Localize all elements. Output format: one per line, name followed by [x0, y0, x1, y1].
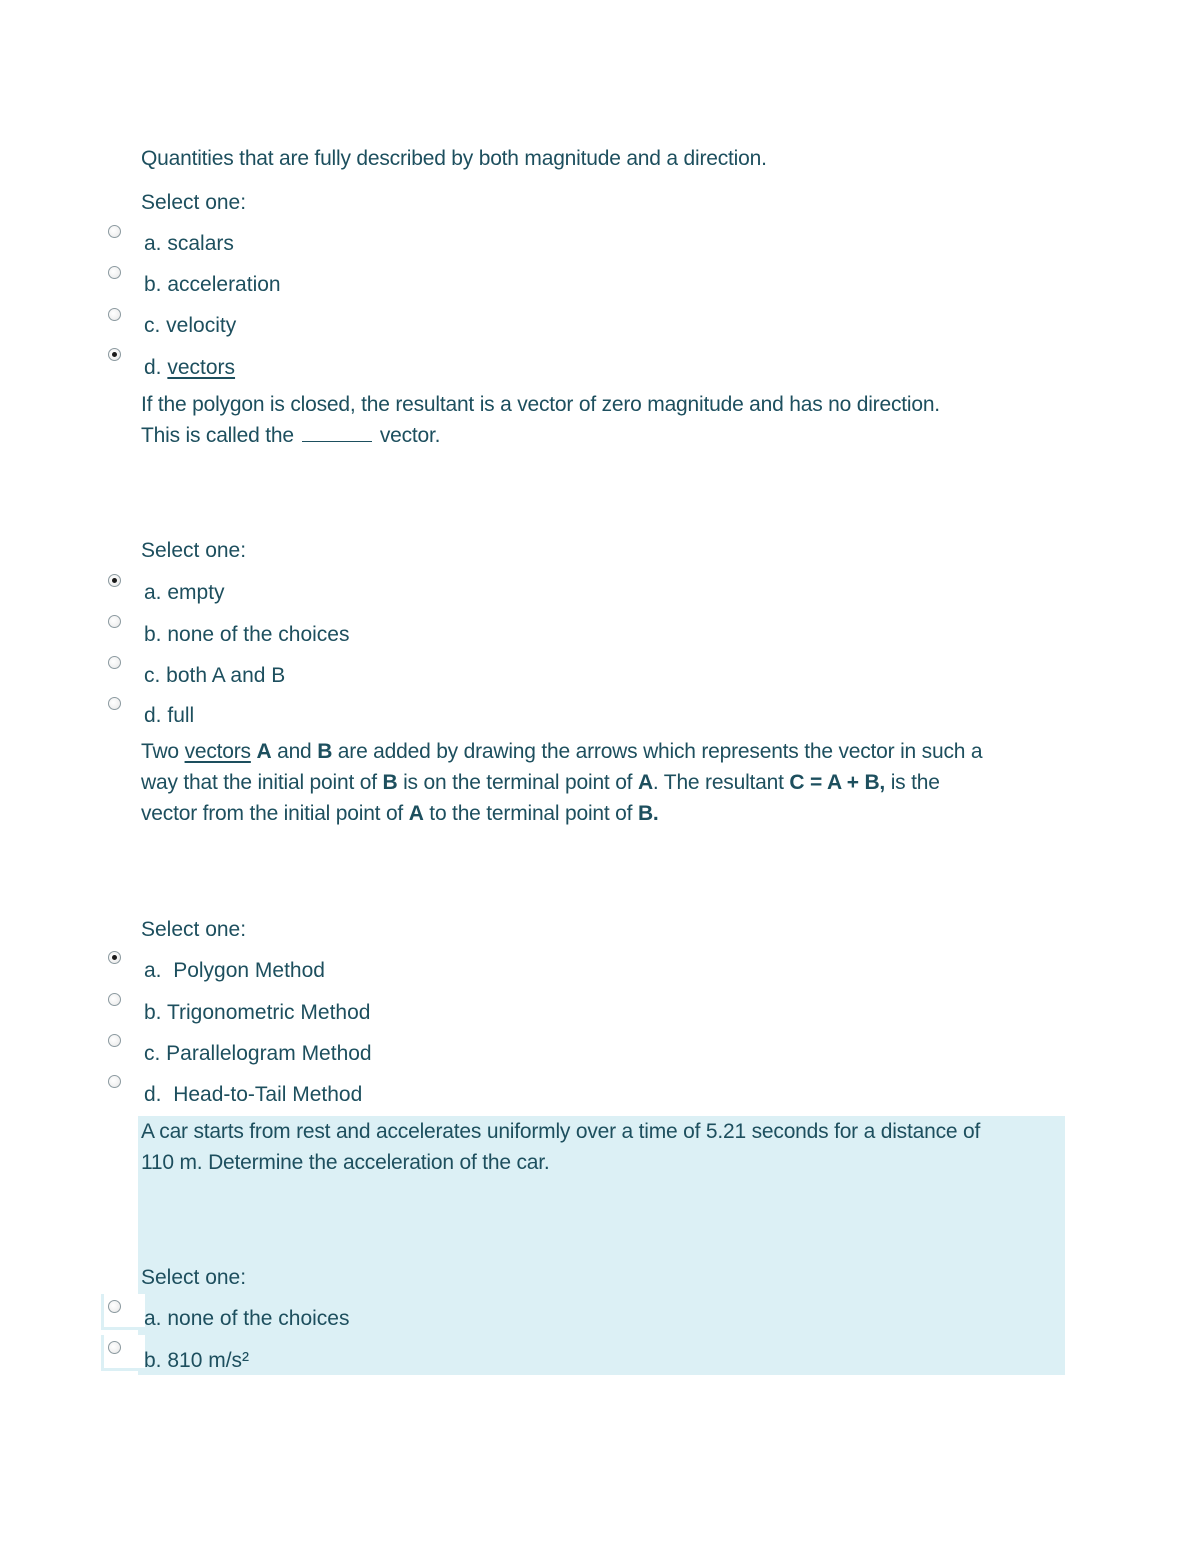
question-2-select-label: Select one: — [141, 539, 247, 562]
answer-blank — [302, 423, 372, 442]
question-3-option-a[interactable] — [0, 951, 1200, 991]
option-prefix: c. — [144, 664, 167, 687]
option-prefix: a. — [144, 581, 168, 604]
radio-button[interactable] — [108, 1075, 121, 1088]
question-1-option-d[interactable] — [0, 348, 1200, 388]
prompt-text: and — [271, 740, 318, 763]
prompt-text: is on the terminal point of — [397, 771, 638, 794]
option-prefix: b. — [144, 273, 168, 296]
radio-button[interactable] — [108, 308, 121, 321]
question-3-prompt-line-3 — [141, 799, 659, 829]
radio-button[interactable] — [108, 656, 121, 669]
option-label: full — [167, 704, 195, 727]
prompt-text: to the terminal point of — [423, 802, 638, 825]
option-label: Trigonometric Method — [166, 1001, 371, 1024]
radio-button[interactable] — [108, 697, 121, 710]
question-4-option-b[interactable] — [0, 1341, 1200, 1381]
prompt-text: way that the initial point of — [141, 771, 383, 794]
question-3-option-b[interactable] — [0, 993, 1200, 1033]
option-prefix: b. — [144, 1349, 168, 1372]
prompt-bold-text: B — [317, 740, 333, 763]
option-prefix: d. — [144, 356, 168, 379]
radio-button-selected[interactable] — [108, 951, 121, 964]
option-label: both A and B — [166, 664, 286, 687]
question-2-option-b[interactable] — [0, 615, 1200, 655]
option-prefix: d. — [144, 1083, 174, 1106]
option-label: Head-to-Tail Method — [173, 1083, 363, 1106]
radio-button[interactable] — [108, 225, 121, 238]
option-label: none of the choices — [167, 1307, 350, 1330]
prompt-link-text: vectors — [184, 740, 251, 763]
question-2-prompt-line-1: If the polygon is closed, the resultant is a vector of zero magnitude and has no direction. — [141, 393, 940, 416]
prompt-text: . The resultant — [652, 771, 790, 794]
question-4-select-label: Select one: — [141, 1266, 247, 1289]
radio-button-selected[interactable] — [108, 348, 121, 361]
prompt-bold-text: C = A + B, — [789, 771, 886, 794]
option-label: vectors — [167, 356, 236, 379]
question-2-option-d[interactable] — [0, 697, 1200, 737]
radio-button[interactable] — [108, 615, 121, 628]
prompt-text: are added by drawing the arrows which represents the vector in such a — [332, 740, 983, 763]
option-prefix: c. — [144, 1042, 167, 1065]
option-prefix: a. — [144, 232, 168, 255]
prompt-bold-text: A — [256, 740, 272, 763]
option-prefix: b. — [144, 623, 168, 646]
option-prefix: c. — [144, 314, 167, 337]
radio-button[interactable] — [108, 1034, 121, 1047]
option-prefix: a. — [144, 959, 174, 982]
prompt-text: Two — [141, 740, 185, 763]
option-label: scalars — [167, 232, 234, 255]
option-label: Polygon Method — [173, 959, 325, 982]
question-3-prompt-line-2 — [141, 768, 940, 798]
question-4-prompt-line-2: 110 m. Determine the acceleration of the car. — [141, 1151, 550, 1174]
question-3-option-c[interactable] — [0, 1034, 1200, 1074]
option-label: 810 m/s² — [167, 1349, 250, 1372]
question-3-prompt-line-1 — [141, 737, 982, 767]
question-4-option-a[interactable] — [0, 1300, 1200, 1340]
prompt-bold-text: A — [408, 802, 424, 825]
prompt-bold-text: A — [637, 771, 653, 794]
question-1-select-label: Select one: — [141, 191, 247, 214]
radio-button-selected[interactable] — [108, 574, 121, 587]
radio-button[interactable] — [108, 266, 121, 279]
question-1-option-a[interactable] — [0, 225, 1200, 265]
option-prefix: b. — [144, 1001, 167, 1024]
radio-button[interactable] — [108, 1300, 121, 1313]
question-2-option-a[interactable] — [0, 574, 1200, 614]
option-label: none of the choices — [167, 623, 350, 646]
option-label: Parallelogram Method — [166, 1042, 372, 1065]
option-prefix: d. — [144, 704, 168, 727]
prompt-text: vector. — [379, 424, 441, 447]
question-2-option-c[interactable] — [0, 656, 1200, 696]
option-prefix: a. — [144, 1307, 168, 1330]
prompt-text: is the — [885, 771, 940, 794]
question-3-option-d[interactable] — [0, 1075, 1200, 1115]
question-1-option-c[interactable] — [0, 308, 1200, 348]
question-3-select-label: Select one: — [141, 918, 247, 941]
prompt-bold-text: B — [382, 771, 398, 794]
option-label: acceleration — [167, 273, 281, 296]
question-1-prompt: Quantities that are fully described by both magnitude and a direction. — [141, 147, 767, 170]
option-label: empty — [167, 581, 225, 604]
prompt-text: This is called the — [141, 424, 294, 447]
option-label: velocity — [166, 314, 237, 337]
prompt-text: vector from the initial point of — [141, 802, 409, 825]
question-4-prompt-line-1: A car starts from rest and accelerates uniformly over a time of 5.21 seconds for a distance of — [141, 1120, 981, 1143]
question-1-option-b[interactable] — [0, 266, 1200, 306]
radio-button[interactable] — [108, 1341, 121, 1354]
radio-button[interactable] — [108, 993, 121, 1006]
question-2-prompt-line-2 — [141, 421, 440, 451]
prompt-bold-text: B. — [637, 802, 659, 825]
